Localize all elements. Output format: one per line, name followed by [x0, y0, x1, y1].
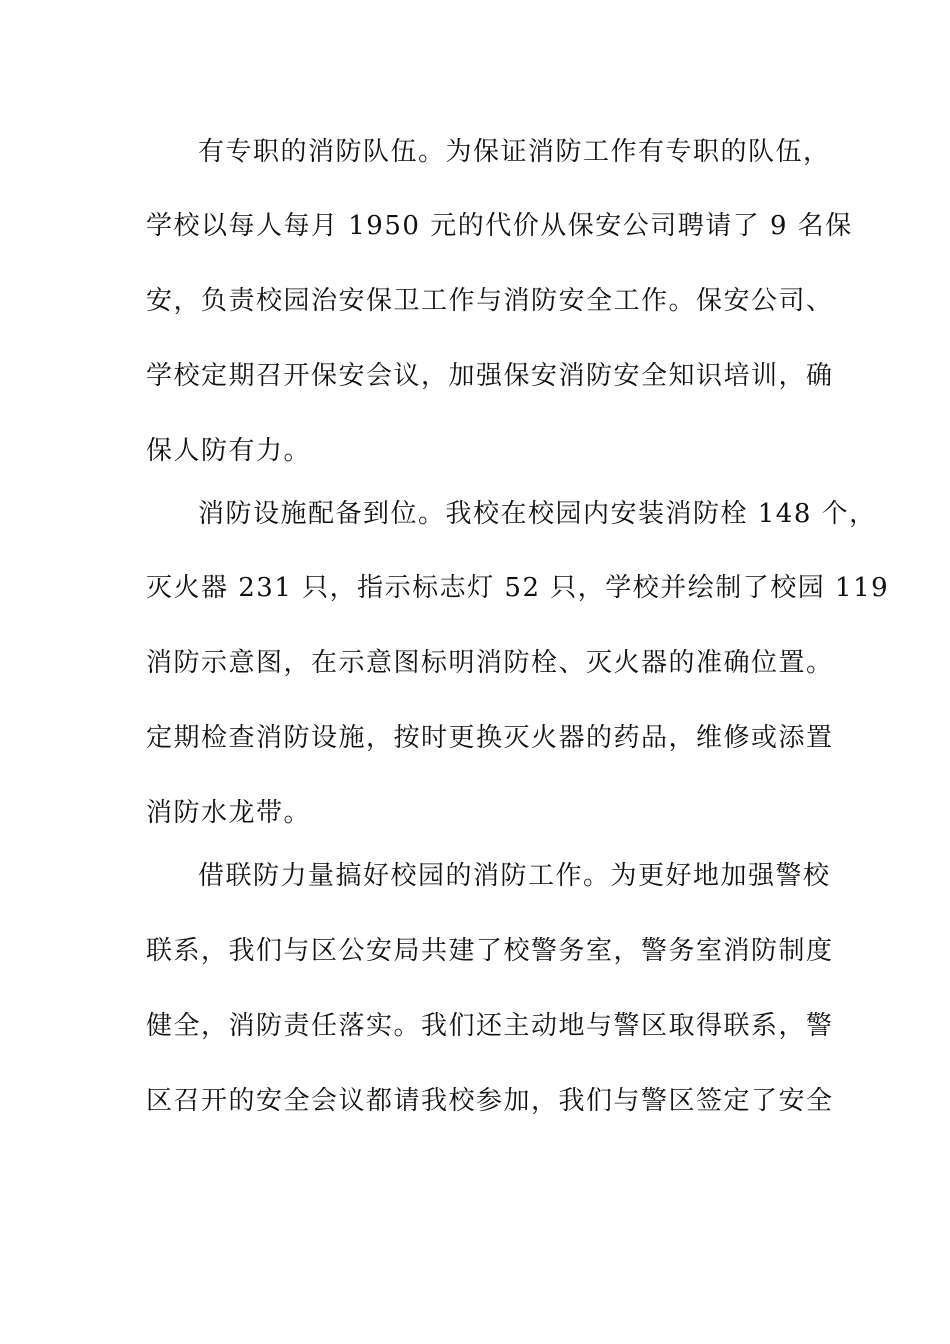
text-line: 学校定期召开保安会议，加强保安消防安全知识培训，确 [146, 361, 834, 391]
text-line: 消防示意图，在示意图标明消防栓、灭火器的准确位置。 [146, 648, 834, 678]
text-line: 消防水龙带。 [146, 798, 312, 828]
text-line: 借联防力量搞好校园的消防工作。为更好地加强警校 [198, 861, 831, 891]
text-line: 保人防有力。 [146, 436, 312, 466]
text-line: 联系，我们与区公安局共建了校警务室，警务室消防制度 [146, 936, 834, 966]
text-line: 定期检查消防设施，按时更换灭火器的药品，维修或添置 [146, 723, 834, 753]
text-line: 区召开的安全会议都请我校参加，我们与警区签定了安全 [146, 1086, 834, 1116]
text-line: 安，负责校园治安保卫工作与消防安全工作。保安公司、 [146, 286, 834, 316]
text-line: 有专职的消防队伍。为保证消防工作有专职的队伍， [198, 137, 831, 167]
text-line: 学校以每人每月 1950 元的代价从保安公司聘请了 9 名保 [146, 211, 853, 241]
text-line: 消防设施配备到位。我校在校园内安装消防栓 148 个， [198, 499, 877, 529]
text-line: 健全，消防责任落实。我们还主动地与警区取得联系，警 [146, 1011, 834, 1041]
text-line: 灭火器 231 只，指示标志灯 52 只，学校并绘制了校园 119 [146, 573, 890, 603]
